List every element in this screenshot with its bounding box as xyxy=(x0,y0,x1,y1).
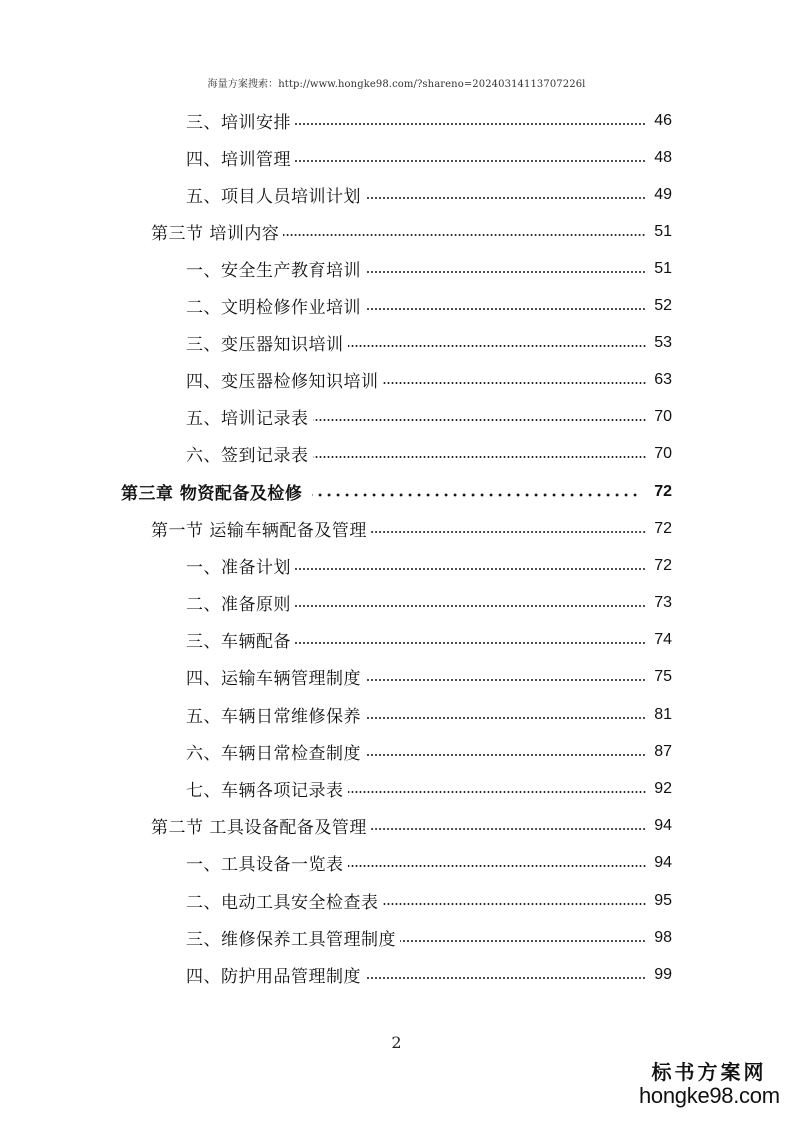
toc-leader-dots xyxy=(383,902,647,906)
toc-leader-dots xyxy=(365,976,646,980)
toc-entry[interactable] xyxy=(0,324,793,361)
toc-entry-title: 四、变压器检修知识培训 xyxy=(186,372,379,392)
page-number: 2 xyxy=(391,1033,402,1052)
toc-leader-dots xyxy=(365,678,646,682)
toc-leader-dots xyxy=(348,344,647,348)
toc-entry-page: 99 xyxy=(654,965,672,983)
toc-entry-page: 70 xyxy=(654,407,672,425)
toc-leader-dots xyxy=(295,641,646,645)
toc-leader-dots xyxy=(365,307,646,311)
toc-entry-page: 73 xyxy=(654,593,672,611)
toc-entry-title: 二、文明检修作业培训 xyxy=(186,298,361,318)
toc-leader-dots xyxy=(295,159,646,163)
toc-entry-page: 49 xyxy=(654,185,672,203)
toc-leader-dots xyxy=(400,939,646,943)
toc-entry-title: 二、电动工具安全检查表 xyxy=(186,893,379,913)
toc-leader-dots xyxy=(312,493,640,497)
toc-entry[interactable] xyxy=(0,696,793,733)
toc-entry[interactable] xyxy=(0,882,793,919)
toc-entry-page: 48 xyxy=(654,148,672,166)
toc-leader-dots xyxy=(365,270,646,274)
toc-entry-title: 四、运输车辆管理制度 xyxy=(186,669,361,689)
toc-leader-dots xyxy=(313,418,647,422)
toc-entry-title: 一、准备计划 xyxy=(186,558,291,578)
toc-entry-title: 二、准备原则 xyxy=(186,595,291,615)
toc-entry-title: 第二节 工具设备配备及管理 xyxy=(151,818,367,838)
toc-entry[interactable] xyxy=(0,733,793,770)
watermark-brand-cn: 标书方案网 xyxy=(651,1060,767,1084)
toc-entry[interactable] xyxy=(0,139,793,176)
toc-entry[interactable] xyxy=(0,102,793,139)
toc-entry-page: 51 xyxy=(654,222,672,240)
toc-entry-page: 81 xyxy=(654,705,672,723)
toc-leader-dots xyxy=(348,790,647,794)
toc-entry[interactable] xyxy=(0,547,793,584)
toc-entry[interactable] xyxy=(0,176,793,213)
toc-entry-title: 三、维修保养工具管理制度 xyxy=(186,930,396,950)
toc-leader-dots xyxy=(295,567,646,571)
toc-entry-title: 三、车辆配备 xyxy=(186,632,291,652)
toc-entry-title: 五、车辆日常维修保养 xyxy=(186,707,361,727)
toc-entry-page: 92 xyxy=(654,779,672,797)
toc-entry-title: 六、车辆日常检查制度 xyxy=(186,744,361,764)
toc-entry[interactable] xyxy=(0,844,793,881)
toc-entry-page: 72 xyxy=(654,519,672,537)
toc-entry-title: 四、防护用品管理制度 xyxy=(186,967,361,987)
header-note: 海量方案搜索：http://www.hongke98.com/?shareno=20240314113707226l xyxy=(207,79,586,90)
toc-entry[interactable] xyxy=(0,287,793,324)
toc-entry[interactable] xyxy=(0,658,793,695)
toc-entry-title: 五、培训记录表 xyxy=(186,409,309,429)
toc-entry-page: 95 xyxy=(654,891,672,909)
toc-entry-title: 四、培训管理 xyxy=(186,150,291,170)
toc-leader-dots xyxy=(313,455,647,459)
toc-entry[interactable] xyxy=(0,770,793,807)
toc-entry-title: 七、车辆各项记录表 xyxy=(186,781,344,801)
toc-entry-page: 94 xyxy=(654,853,672,871)
toc-section-entry[interactable] xyxy=(0,510,793,547)
watermark-brand-domain: hongke98.com xyxy=(639,1083,780,1108)
toc-section-entry[interactable] xyxy=(0,213,793,250)
toc-entry-page: 72 xyxy=(654,556,672,574)
toc-entry[interactable] xyxy=(0,621,793,658)
toc-entry-title: 六、签到记录表 xyxy=(186,446,309,466)
toc-leader-dots xyxy=(365,196,646,200)
table-of-contents xyxy=(0,100,793,1000)
toc-leader-dots xyxy=(365,716,646,720)
toc-chapter-entry[interactable] xyxy=(0,473,793,510)
toc-entry-title: 五、项目人员培训计划 xyxy=(186,187,361,207)
toc-entry[interactable] xyxy=(0,919,793,956)
toc-entry-title: 一、工具设备一览表 xyxy=(186,855,344,875)
toc-entry-title: 第三章 物资配备及检修 xyxy=(121,484,303,504)
toc-entry-title: 三、培训安排 xyxy=(186,113,291,133)
toc-leader-dots xyxy=(371,827,646,831)
toc-entry-page: 98 xyxy=(654,928,672,946)
toc-entry-title: 第三节 培训内容 xyxy=(151,224,280,244)
toc-entry-page: 72 xyxy=(654,482,672,500)
toc-section-entry[interactable] xyxy=(0,807,793,844)
toc-leader-dots xyxy=(365,753,646,757)
toc-entry[interactable] xyxy=(0,361,793,398)
toc-leader-dots xyxy=(295,604,646,608)
toc-entry[interactable] xyxy=(0,398,793,435)
toc-entry-page: 74 xyxy=(654,630,672,648)
toc-entry-page: 94 xyxy=(654,816,672,834)
toc-entry-page: 51 xyxy=(654,259,672,277)
toc-entry-page: 46 xyxy=(654,111,672,129)
toc-entry-page: 70 xyxy=(654,444,672,462)
toc-leader-dots xyxy=(348,864,647,868)
toc-entry[interactable] xyxy=(0,435,793,472)
toc-entry[interactable] xyxy=(0,250,793,287)
toc-leader-dots xyxy=(283,233,646,237)
toc-entry[interactable] xyxy=(0,584,793,621)
toc-entry-page: 75 xyxy=(654,667,672,685)
toc-entry-page: 87 xyxy=(654,742,672,760)
toc-entry-page: 53 xyxy=(654,333,672,351)
toc-entry-title: 第一节 运输车辆配备及管理 xyxy=(151,521,367,541)
toc-entry-page: 63 xyxy=(654,370,672,388)
brand-watermark xyxy=(639,1060,779,1108)
toc-leader-dots xyxy=(383,381,647,385)
toc-entry-title: 三、变压器知识培训 xyxy=(186,335,344,355)
toc-leader-dots xyxy=(371,530,646,534)
toc-entry-title: 一、安全生产教育培训 xyxy=(186,261,361,281)
toc-entry-page: 52 xyxy=(654,296,672,314)
toc-entry[interactable] xyxy=(0,956,793,993)
toc-leader-dots xyxy=(295,122,646,126)
